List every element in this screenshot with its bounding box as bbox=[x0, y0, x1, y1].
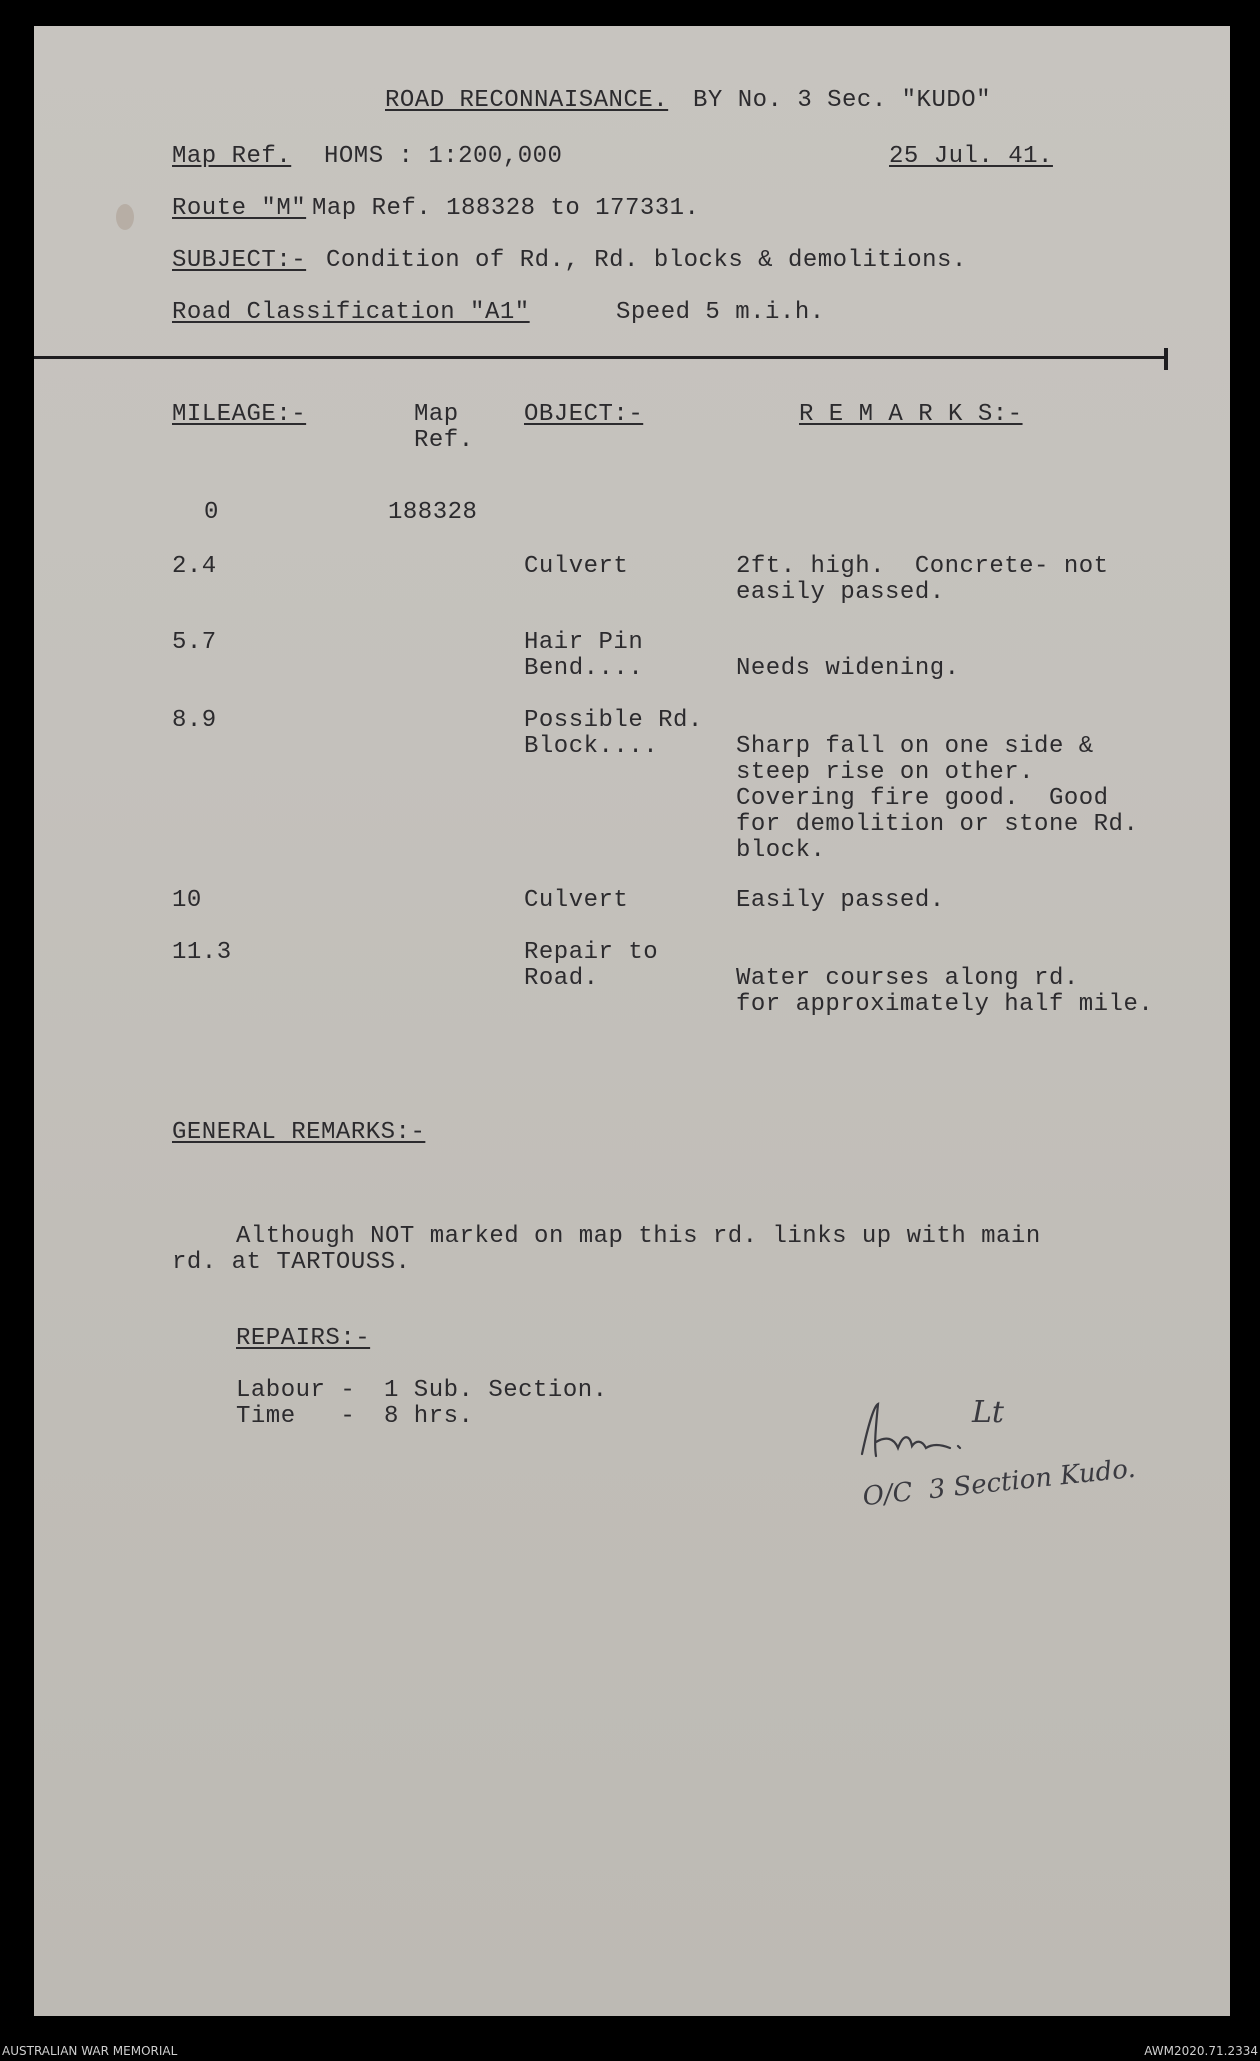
general-remarks-line: rd. at TARTOUSS. bbox=[172, 1249, 411, 1276]
map-ref-value: HOMS : 1:200,000 bbox=[324, 143, 563, 170]
col-header-map-ref-1: Map bbox=[414, 401, 459, 428]
row-mileage: 5.7 bbox=[172, 629, 217, 656]
signature-title: O/C 3 Section Kudo. bbox=[861, 1453, 1138, 1513]
row-map-ref: 188328 bbox=[388, 499, 478, 526]
time-value: 8 hrs. bbox=[384, 1403, 474, 1430]
row-mileage: 0 bbox=[204, 499, 219, 526]
col-header-mileage: MILEAGE:- bbox=[172, 401, 307, 428]
row-remarks: Easily passed. bbox=[736, 887, 945, 914]
route-value: Map Ref. 188328 to 177331. bbox=[312, 195, 700, 222]
divider-end-mark bbox=[1164, 348, 1168, 370]
labour-label: Labour - bbox=[236, 1377, 356, 1404]
row-remarks bbox=[736, 966, 1153, 1018]
general-remarks-label: GENERAL REMARKS:- bbox=[172, 1119, 426, 1146]
signature-scribble bbox=[854, 1396, 974, 1466]
road-classification: Road Classification "A1" bbox=[172, 299, 530, 326]
remark-line: for approximately half mile. bbox=[736, 991, 1154, 1018]
row-mileage: 10 bbox=[172, 887, 202, 914]
object-line: Hair Pin bbox=[524, 629, 644, 656]
footer-catalogue-id: AWM2020.71.2334 bbox=[1144, 2044, 1258, 2058]
remark-line: 2ft. high. Concrete- not bbox=[736, 553, 1109, 580]
object-line: Block.... bbox=[524, 733, 659, 760]
time-label: Time - bbox=[236, 1403, 356, 1430]
remark-line: easily passed. bbox=[736, 579, 945, 606]
row-remarks: Needs widening. bbox=[736, 655, 960, 682]
paper-stain bbox=[116, 204, 134, 230]
row-remarks bbox=[736, 554, 1109, 606]
route-label: Route "M" bbox=[172, 195, 307, 222]
remark-line: Water courses along rd. bbox=[736, 965, 1079, 992]
map-ref-label: Map Ref. bbox=[172, 143, 292, 170]
row-object: Culvert bbox=[524, 887, 629, 914]
labour-value: 1 Sub. Section. bbox=[384, 1377, 608, 1404]
row-object: Culvert bbox=[524, 553, 629, 580]
object-line: Possible Rd. bbox=[524, 707, 703, 734]
row-mileage: 11.3 bbox=[172, 939, 232, 966]
general-remarks-line: Although NOT marked on map this rd. links up with main bbox=[236, 1223, 1041, 1250]
document-date: 25 Jul. 41. bbox=[889, 143, 1053, 170]
col-header-object: OBJECT:- bbox=[524, 401, 644, 428]
object-line: Bend.... bbox=[524, 655, 644, 682]
signature-rank: Lt bbox=[972, 1395, 1004, 1430]
remark-line: steep rise on other. bbox=[736, 759, 1035, 786]
document-title: ROAD RECONNAISANCE. bbox=[385, 87, 669, 114]
subject-value: Condition of Rd., Rd. blocks & demolitions. bbox=[326, 247, 967, 274]
row-remarks bbox=[736, 734, 1138, 864]
remark-line: Covering fire good. Good bbox=[736, 785, 1109, 812]
remark-line: for demolition or stone Rd. bbox=[736, 811, 1139, 838]
row-object bbox=[524, 708, 703, 760]
document-by-line: BY No. 3 Sec. "KUDO" bbox=[693, 87, 992, 114]
speed-value: Speed 5 m.i.h. bbox=[616, 299, 825, 326]
row-mileage: 8.9 bbox=[172, 707, 217, 734]
subject-label: SUBJECT:- bbox=[172, 247, 307, 274]
col-header-remarks: R E M A R K S:- bbox=[799, 401, 1023, 428]
row-mileage: 2.4 bbox=[172, 553, 217, 580]
remark-line: block. bbox=[736, 837, 826, 864]
row-object bbox=[524, 630, 643, 682]
remark-line: Sharp fall on one side & bbox=[736, 733, 1094, 760]
object-line: Repair to bbox=[524, 939, 659, 966]
footer-credit: AUSTRALIAN WAR MEMORIAL bbox=[2, 2044, 178, 2058]
object-line: Road. bbox=[524, 965, 599, 992]
repairs-label: REPAIRS:- bbox=[236, 1325, 371, 1352]
header-divider bbox=[34, 356, 1164, 359]
col-header-map-ref-2: Ref. bbox=[414, 427, 474, 454]
row-object bbox=[524, 940, 658, 992]
document-page bbox=[34, 26, 1230, 2016]
